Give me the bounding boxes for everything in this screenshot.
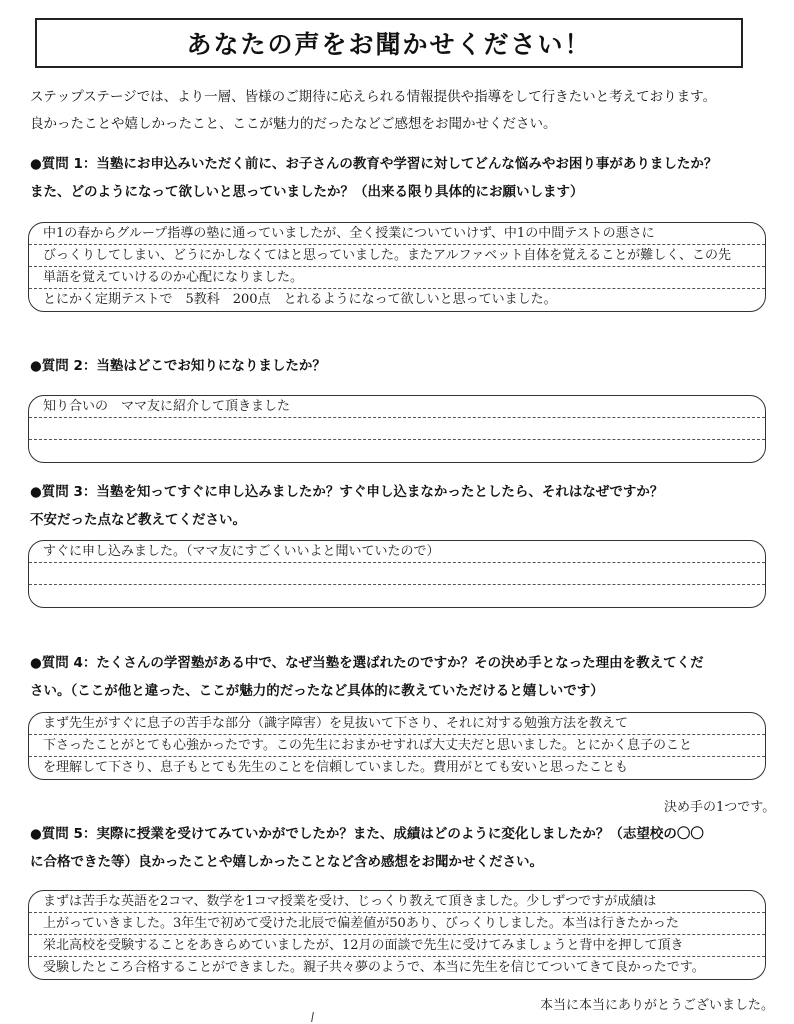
answer-line: [29, 585, 765, 607]
answer-line: 単語を覚えていけるのか心配になりました。: [29, 267, 765, 289]
question-5-line-2: に合格できた等）良かったことや嬉しかったことなど含め感想をお聞かせください。: [30, 854, 543, 870]
answer-line: びっくりしてしまい、どうにかしなくてはと思っていました。またアルファベット自体を覚えることが難しく、この先: [29, 245, 765, 267]
question-5-line-1: ●質問 5：実際に授業を受けてみていかがでしたか？また、成績はどのように変化しましたか？（志望校の〇〇: [30, 826, 704, 842]
intro-text: [30, 84, 770, 138]
question-4: [30, 649, 780, 705]
question-3: [30, 478, 780, 534]
answer-line: [29, 440, 765, 462]
answer-line: 知り合いの ママ友に紹介して頂きました: [29, 396, 765, 418]
answer-line: 受験したところ合格することができました。親子共々夢のようで、本当に先生を信じてついてきて良かったです。: [43, 960, 705, 975]
answer-line: 中1の春からグループ指導の塾に通っていましたが、全く授業についていけず、中1の中間テストの悪さに: [29, 223, 765, 245]
answer-line: 栄北高校を受験することをあきらめていましたが、12月の面談で先生に受けてみましょうと背中を押して頂き: [29, 935, 765, 957]
answer-line: 上がっていきました。3年生で初めて受けた北辰で偏差値が50あり、びっくりしました。本当は行きたかった: [29, 913, 765, 935]
answer-2-box: [28, 395, 766, 463]
page-title: あなたの声をお聞かせください！: [186, 30, 592, 59]
question-1-line-2: また、どのようになって欲しいと思っていましたか？（出来る限り具体的にお願いします）: [30, 184, 584, 200]
pen-mark: [311, 1012, 317, 1022]
answer-3-box: [28, 540, 766, 608]
question-2-line-1: ●質問 2：当塾はどこでお知りになりましたか？: [30, 358, 326, 374]
question-4-line-1: ●質問 4：たくさんの学習塾がある中で、なぜ当塾を選ばれたのですか？その決め手となった理由を教えてくだ: [30, 655, 704, 671]
answer-4-box: [28, 712, 766, 780]
question-3-line-2: 不安だった点など教えてください。: [30, 512, 246, 528]
answer-line: まず先生がすぐに息子の苦手な部分（識字障害）を見抜いて下さり、それに対する勉強方法を教えて: [29, 713, 765, 735]
answer-line: とにかく定期テストで 5教科 200点 とれるようになって欲しいと思っていました。: [43, 292, 557, 307]
page-title-box: [35, 18, 743, 68]
answer-5-box: [28, 890, 766, 980]
question-5: [30, 820, 780, 876]
question-1: [30, 150, 780, 206]
answer-4-note: 決め手の1つです。: [664, 800, 776, 815]
intro-line: 良かったことや嬉しかったこと、ここが魅力的だったなどご感想をお聞かせください。: [30, 116, 557, 132]
intro-line: ステップステージでは、より一層、皆様のご期待に応えられる情報提供や指導をして行きたいと考えております。: [30, 89, 717, 105]
question-4-line-2: さい。（ここが他と違った、ここが魅力的だったなど具体的に教えていただけると嬉しいです）: [30, 683, 604, 699]
answer-5-note: 本当に本当にありがとうございました。: [540, 998, 775, 1013]
answer-1-box: [28, 222, 766, 312]
answer-line: すぐに申し込みました。（ママ友にすごくいいよと聞いていたので）: [29, 541, 765, 563]
question-1-line-1: ●質問 1：当塾にお申込みいただく前に、お子さんの教育や学習に対してどんな悩みやお困り事がありましたか？: [30, 156, 718, 172]
question-3-line-1: ●質問 3：当塾を知ってすぐに申し込みましたか？すぐ申し込まなかったとしたら、それはなぜですか？: [30, 484, 664, 500]
answer-line: 下さったことがとても心強かったです。この先生におまかせすれば大丈夫だと思いました。とにかく息子のこと: [29, 735, 765, 757]
answer-line: まずは苦手な英語を2コマ、数学を1コマ授業を受け、じっくり教えて頂きました。少しずつですが成績は: [29, 891, 765, 913]
question-2: [30, 352, 780, 380]
answer-line: を理解して下さり、息子もとても先生のことを信頼していました。費用がとても安いと思ったことも: [43, 760, 629, 775]
answer-line: [29, 418, 765, 440]
answer-line: [29, 563, 765, 585]
